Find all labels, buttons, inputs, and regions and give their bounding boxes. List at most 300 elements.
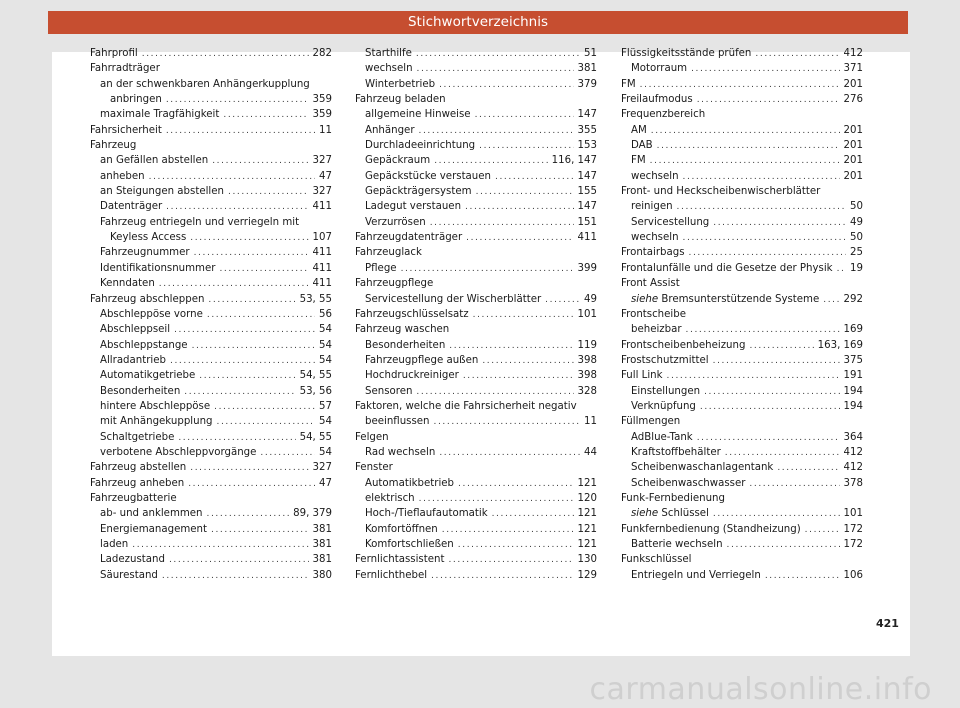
index-entry-page: 411 xyxy=(577,232,597,244)
index-entry-page: 201 xyxy=(843,155,863,167)
index-entry xyxy=(621,138,863,153)
index-entry xyxy=(355,261,597,276)
index-entry-page: 49 xyxy=(850,216,863,228)
index-entry-page: 359 xyxy=(312,109,332,121)
dot-leader xyxy=(194,246,309,261)
index-entry-text: Faktoren, welche die Fahrsicherheit negativ xyxy=(355,400,577,412)
index-entry xyxy=(355,230,597,245)
index-entry-text: FM xyxy=(631,155,646,167)
dot-leader xyxy=(190,461,308,476)
index-entry-text: Pflege xyxy=(365,262,397,274)
index-entry-text: Hochdruckreiniger xyxy=(365,370,459,382)
index-entry xyxy=(90,307,332,322)
index-entry-text: Verknüpfung xyxy=(631,400,696,412)
index-entry xyxy=(621,123,863,138)
index-entry-text: Frostschutzmittel xyxy=(621,354,709,366)
index-entry xyxy=(355,430,597,445)
index-entry-text: Komfortöffnen xyxy=(365,523,438,535)
index-entry-text: an der schwenkbaren Anhängerkupplung xyxy=(100,78,310,90)
dot-leader xyxy=(725,446,840,461)
dot-leader xyxy=(765,569,840,584)
index-entry-page: 121 xyxy=(577,477,597,489)
index-entry xyxy=(355,215,597,230)
index-entry-page: 381 xyxy=(312,523,332,535)
index-entry xyxy=(355,307,597,322)
index-entry-page: 155 xyxy=(577,186,597,198)
dot-leader xyxy=(749,477,839,492)
dot-leader xyxy=(166,93,309,108)
index-entry xyxy=(355,568,597,583)
dot-leader xyxy=(479,139,573,154)
index-entry-page: 101 xyxy=(843,508,863,520)
index-entry-page: 201 xyxy=(843,124,863,136)
index-entry-text: Fernlichthebel xyxy=(355,569,428,581)
index-entry-text: Fahrzeugbatterie xyxy=(90,492,177,504)
index-entry xyxy=(90,61,332,76)
index-column-1 xyxy=(90,46,332,583)
index-entry-text: Flüssigkeitsstände prüfen xyxy=(621,48,752,59)
dot-leader xyxy=(755,47,839,62)
index-entry-page: 381 xyxy=(577,63,597,75)
index-entry-page: 147 xyxy=(577,170,597,182)
index-entry-text: Schaltgetriebe xyxy=(100,431,175,443)
index-entry-text: an Steigungen abstellen xyxy=(100,186,224,198)
dot-leader xyxy=(697,93,840,108)
index-entry xyxy=(621,476,863,491)
index-entry-page: 130 xyxy=(577,554,597,566)
index-entry xyxy=(90,522,332,537)
index-entry-page: 54 xyxy=(319,416,332,428)
index-entry xyxy=(90,491,332,506)
index-entry-text: Kenndaten xyxy=(100,278,155,290)
index-entry-page: 120 xyxy=(577,492,597,504)
index-entry xyxy=(90,338,332,353)
dot-leader xyxy=(417,62,574,77)
dot-leader xyxy=(713,354,840,369)
dot-leader xyxy=(149,170,315,185)
dot-leader xyxy=(162,569,309,584)
index-entry xyxy=(621,537,863,552)
index-entry-page: 355 xyxy=(577,124,597,136)
index-entry xyxy=(621,184,863,199)
index-entry-text: Fahrzeug entriegeln und verriegeln mit xyxy=(100,216,300,228)
dot-leader xyxy=(217,415,316,430)
index-entry-text: siehe Bremsunterstützende Systeme xyxy=(631,293,820,305)
index-entry xyxy=(355,276,597,291)
index-entry-page: 50 xyxy=(850,201,863,213)
dot-leader xyxy=(667,369,840,384)
index-entry-text: Fernlichtassistent xyxy=(355,554,445,566)
index-entry xyxy=(90,199,332,214)
page-title: Stichwortverzeichnis xyxy=(48,11,908,34)
index-entry xyxy=(621,491,863,506)
index-entry xyxy=(621,153,863,168)
index-entry xyxy=(90,552,332,567)
index-entry-page: 411 xyxy=(312,247,332,259)
index-entry-text: Fahrzeug anheben xyxy=(90,477,185,489)
index-entry-page: 378 xyxy=(843,477,863,489)
dot-leader xyxy=(223,108,308,123)
index-entry xyxy=(90,169,332,184)
index-entry xyxy=(90,153,332,168)
dot-leader xyxy=(142,47,309,62)
index-entry-text: Säurestand xyxy=(100,569,158,581)
index-entry-page: 147 xyxy=(577,109,597,121)
index-entry-text: AdBlue-Tank xyxy=(631,431,693,443)
index-entry-text: Fahrzeugdatenträger xyxy=(355,232,463,244)
index-entry xyxy=(621,552,863,567)
dot-leader xyxy=(475,108,574,123)
dot-leader xyxy=(208,293,295,308)
dot-leader xyxy=(458,477,574,492)
index-entry-page: 101 xyxy=(577,308,597,320)
index-entry-text: Fahrzeug xyxy=(90,140,137,152)
index-entry-page: 201 xyxy=(843,140,863,152)
index-entry-text: Fahrzeuglack xyxy=(355,247,422,259)
index-entry-text: Rad wechseln xyxy=(365,446,436,458)
index-entry xyxy=(90,245,332,260)
index-entry-page: 151 xyxy=(577,216,597,228)
index-entry-page: 19 xyxy=(850,262,863,274)
index-entry xyxy=(621,245,863,260)
dot-leader xyxy=(419,124,574,139)
index-entry-text: Motorraum xyxy=(631,63,688,75)
index-entry-text: anheben xyxy=(100,170,145,182)
index-entry-text: Automatikbetrieb xyxy=(365,477,455,489)
index-entry-page: 121 xyxy=(577,523,597,535)
index-entry-text: Einstellungen xyxy=(631,385,701,397)
index-entry-page: 327 xyxy=(312,462,332,474)
index-entry xyxy=(90,368,332,383)
index-entry xyxy=(621,230,863,245)
index-entry xyxy=(90,230,332,245)
dot-leader xyxy=(650,154,840,169)
index-entry xyxy=(621,460,863,475)
index-entry-text: Fahrzeugpflege xyxy=(355,278,434,290)
index-entry xyxy=(621,430,863,445)
index-entry-text: verbotene Abschleppvorgänge xyxy=(100,446,257,458)
index-entry xyxy=(90,353,332,368)
dot-leader xyxy=(431,569,574,584)
index-entry xyxy=(90,476,332,491)
index-entry xyxy=(621,276,863,291)
dot-leader xyxy=(691,62,839,77)
dot-leader xyxy=(482,354,573,369)
index-entry xyxy=(355,460,597,475)
index-entry-text: beheizbar xyxy=(631,324,682,336)
index-entry xyxy=(355,522,597,537)
index-entry-text: Anhänger xyxy=(365,124,415,136)
index-entry xyxy=(355,368,597,383)
index-entry-text: Fahrprofil xyxy=(90,48,138,59)
dot-leader xyxy=(713,216,846,231)
dot-leader xyxy=(713,507,840,522)
index-entry xyxy=(355,107,597,122)
index-entry-text: Besonderheiten xyxy=(100,385,181,397)
dot-leader xyxy=(416,385,573,400)
dot-leader xyxy=(727,538,840,553)
index-entry-page: 50 xyxy=(850,232,863,244)
index-entry-page: 11 xyxy=(584,416,597,428)
dot-leader xyxy=(700,400,840,415)
index-entry xyxy=(90,322,332,337)
index-entry xyxy=(355,491,597,506)
index-entry-text: Füllmengen xyxy=(621,416,681,428)
dot-leader xyxy=(207,308,315,323)
index-entry-text: Winterbetrieb xyxy=(365,78,436,90)
index-entry-page: 57 xyxy=(319,400,332,412)
index-entry-text: Funkfernbedienung (Standheizung) xyxy=(621,523,801,535)
dot-leader xyxy=(749,339,813,354)
index-entry-page: 327 xyxy=(312,155,332,167)
index-entry xyxy=(621,261,863,276)
index-entry xyxy=(355,61,597,76)
index-entry-page: 172 xyxy=(843,523,863,535)
index-entry-page: 194 xyxy=(843,385,863,397)
dot-leader xyxy=(199,369,295,384)
dot-leader xyxy=(159,277,309,292)
index-entry-text: maximale Tragfähigkeit xyxy=(100,109,220,121)
index-entry-text: Fahrzeugschlüsselsatz xyxy=(355,308,469,320)
index-entry-text: wechseln xyxy=(365,63,413,75)
index-entry-text: Durchladeeinrichtung xyxy=(365,140,476,152)
index-entry xyxy=(355,138,597,153)
index-entry xyxy=(355,353,597,368)
index-entry-page: 328 xyxy=(577,385,597,397)
index-entry xyxy=(90,261,332,276)
index-entry-page: 412 xyxy=(843,462,863,474)
index-entry-page: 147 xyxy=(577,201,597,213)
index-entry-text: Frontscheibenbeheizung xyxy=(621,339,746,351)
dot-leader xyxy=(463,369,574,384)
index-entry xyxy=(621,107,863,122)
index-entry-text: Front Assist xyxy=(621,278,680,290)
index-entry xyxy=(90,506,332,521)
index-entry-page: 398 xyxy=(577,370,597,382)
index-entry-text: an Gefällen abstellen xyxy=(100,155,209,167)
index-entry-text: Abschleppöse vorne xyxy=(100,308,203,320)
dot-leader xyxy=(651,124,840,139)
index-entry-text: Abschleppstange xyxy=(100,339,188,351)
dot-leader xyxy=(465,200,574,215)
index-entry-page: 411 xyxy=(312,262,332,274)
index-entry-page: 49 xyxy=(584,293,597,305)
dot-leader xyxy=(166,200,308,215)
index-entry xyxy=(355,169,597,184)
index-entry-page: 276 xyxy=(843,94,863,106)
index-entry xyxy=(90,414,332,429)
index-entry-page: 191 xyxy=(843,370,863,382)
index-entry-page: 172 xyxy=(843,539,863,550)
index-entry xyxy=(621,61,863,76)
index-entry xyxy=(355,153,597,168)
dot-leader xyxy=(448,553,573,568)
dot-leader xyxy=(777,461,839,476)
index-entry xyxy=(355,537,597,552)
index-entry-page: 121 xyxy=(577,508,597,520)
index-entry xyxy=(90,430,332,445)
index-entry-text: Fahrsicherheit xyxy=(90,124,162,136)
index-entry xyxy=(90,123,332,138)
dot-leader xyxy=(211,523,309,538)
index-entry-page: 282 xyxy=(312,48,332,59)
index-entry-page: 412 xyxy=(843,48,863,59)
index-entry-text: Servicestellung der Wischerblätter xyxy=(365,293,542,305)
index-entry-page: 411 xyxy=(312,278,332,290)
dot-leader xyxy=(466,231,573,246)
index-entry-text: mit Anhängekupplung xyxy=(100,416,213,428)
index-entry-text: Entriegeln und Verriegeln xyxy=(631,569,761,581)
index-entry xyxy=(621,414,863,429)
index-entry xyxy=(355,384,597,399)
index-entry-page: 54 xyxy=(319,446,332,458)
index-entry-page: 25 xyxy=(850,247,863,259)
index-entry xyxy=(621,384,863,399)
index-entry-text: Funkschlüssel xyxy=(621,554,692,566)
dot-leader xyxy=(401,262,574,277)
index-entry-page: 327 xyxy=(312,186,332,198)
index-entry-page: 163, 169 xyxy=(817,339,863,351)
index-entry-text: Abschleppseil xyxy=(100,324,171,336)
index-entry xyxy=(90,92,332,107)
index-entry-text: reinigen xyxy=(631,201,673,213)
index-entry-text: Funk-Fernbedienung xyxy=(621,492,725,504)
index-entry-page: 54, 55 xyxy=(299,431,332,443)
index-entry-page: 47 xyxy=(319,170,332,182)
dot-leader xyxy=(689,246,847,261)
page-number: 421 xyxy=(876,617,899,630)
index-entry-page: 54 xyxy=(319,354,332,366)
index-entry-text: Keyless Access xyxy=(110,232,187,244)
index-entry xyxy=(90,399,332,414)
index-entry xyxy=(90,138,332,153)
index-entry-page: 398 xyxy=(577,354,597,366)
dot-leader xyxy=(207,507,290,522)
dot-leader xyxy=(434,154,547,169)
index-entry-page: 54 xyxy=(319,339,332,351)
index-entry-page: 399 xyxy=(577,262,597,274)
index-entry xyxy=(355,552,597,567)
index-entry-page: 51 xyxy=(584,48,597,59)
dot-leader xyxy=(219,262,308,277)
index-entry-text: Fahrzeug abstellen xyxy=(90,462,187,474)
index-entry-text: Besonderheiten xyxy=(365,339,446,351)
index-entry xyxy=(355,322,597,337)
index-entry xyxy=(355,199,597,214)
index-entry-text: ab- und anklemmen xyxy=(100,508,203,520)
index-entry-text: Datenträger xyxy=(100,201,163,213)
index-entry xyxy=(355,46,597,61)
dot-leader xyxy=(473,308,574,323)
index-entry-page: 201 xyxy=(843,170,863,182)
index-entry-text: Ladezustand xyxy=(100,554,165,566)
dot-leader xyxy=(192,339,315,354)
index-entry-text: allgemeine Hinweise xyxy=(365,109,471,121)
index-entry-text: Identifikationsnummer xyxy=(100,262,216,274)
index-entry-text: Gepäckträgersystem xyxy=(365,186,472,198)
index-entry xyxy=(621,77,863,92)
dot-leader xyxy=(495,170,574,185)
index-entry-page: 11 xyxy=(319,124,332,136)
index-entry xyxy=(90,46,332,61)
index-entry-page: 53, 55 xyxy=(299,293,332,305)
index-entry-text: Fahrzeugnummer xyxy=(100,247,190,259)
index-entry-page: 89, 379 xyxy=(293,508,332,520)
index-entry-page: 381 xyxy=(312,554,332,566)
index-entry-text: Frontscheibe xyxy=(621,308,686,320)
index-entry-text: hintere Abschleppöse xyxy=(100,400,211,412)
index-column-2 xyxy=(355,46,597,583)
dot-leader xyxy=(178,431,295,446)
dot-leader xyxy=(419,492,574,507)
index-entry xyxy=(621,338,863,353)
index-column-3 xyxy=(621,46,863,583)
index-entry-text: siehe Schlüssel xyxy=(631,508,709,520)
index-entry-text: Servicestellung xyxy=(631,216,710,228)
index-entry xyxy=(355,445,597,460)
dot-leader xyxy=(657,139,840,154)
dot-leader xyxy=(170,354,315,369)
index-entry-page: 53, 56 xyxy=(299,385,332,397)
index-entry-text: Scheibenwaschwasser xyxy=(631,477,746,489)
index-entry xyxy=(621,322,863,337)
dot-leader xyxy=(697,431,840,446)
index-entry-page: 364 xyxy=(843,431,863,443)
index-entry-text: Allradantrieb xyxy=(100,354,166,366)
dot-leader xyxy=(174,323,315,338)
dot-leader xyxy=(805,523,840,538)
index-entry-text: FM xyxy=(621,78,636,90)
index-entry-page: 116, 147 xyxy=(551,155,597,167)
index-entry xyxy=(621,169,863,184)
index-entry xyxy=(90,77,332,92)
index-entry-text: Verzurrösen xyxy=(365,216,426,228)
index-entry-text: Hoch-/Tieflaufautomatik xyxy=(365,508,488,520)
dot-leader xyxy=(683,231,847,246)
index-entry xyxy=(355,292,597,307)
index-entry-text: Fahrradträger xyxy=(90,63,160,75)
index-entry-text: Automatikgetriebe xyxy=(100,370,196,382)
index-entry xyxy=(355,476,597,491)
dot-leader xyxy=(677,200,846,215)
index-entry xyxy=(621,292,863,307)
dot-leader xyxy=(458,538,574,553)
index-entry xyxy=(90,184,332,199)
index-entry-text: Fahrzeug beladen xyxy=(355,94,446,106)
index-entry xyxy=(621,522,863,537)
index-entry-text: Full Link xyxy=(621,370,663,382)
dot-leader xyxy=(683,170,840,185)
index-entry-page: 106 xyxy=(843,569,863,581)
index-entry-page: 375 xyxy=(843,354,863,366)
index-entry-text: Fenster xyxy=(355,462,393,474)
index-entry xyxy=(621,92,863,107)
index-entry xyxy=(90,107,332,122)
dot-leader xyxy=(184,385,295,400)
index-entry-text: elektrisch xyxy=(365,492,415,504)
index-entry-text: laden xyxy=(100,539,129,550)
index-entry-text: Batterie wechseln xyxy=(631,539,723,550)
index-entry-text: beeinflussen xyxy=(365,416,430,428)
index-entry-text: Fahrzeugpflege außen xyxy=(365,354,479,366)
index-entry-text: Gepäckraum xyxy=(365,155,431,167)
index-entry-text: Starthilfe xyxy=(365,48,412,59)
index-entry-page: 201 xyxy=(843,78,863,90)
index-entry-text: Frontairbags xyxy=(621,247,685,259)
index-entry-text: Fahrzeug abschleppen xyxy=(90,293,205,305)
index-entry xyxy=(355,506,597,521)
index-entry-text: anbringen xyxy=(110,94,162,106)
